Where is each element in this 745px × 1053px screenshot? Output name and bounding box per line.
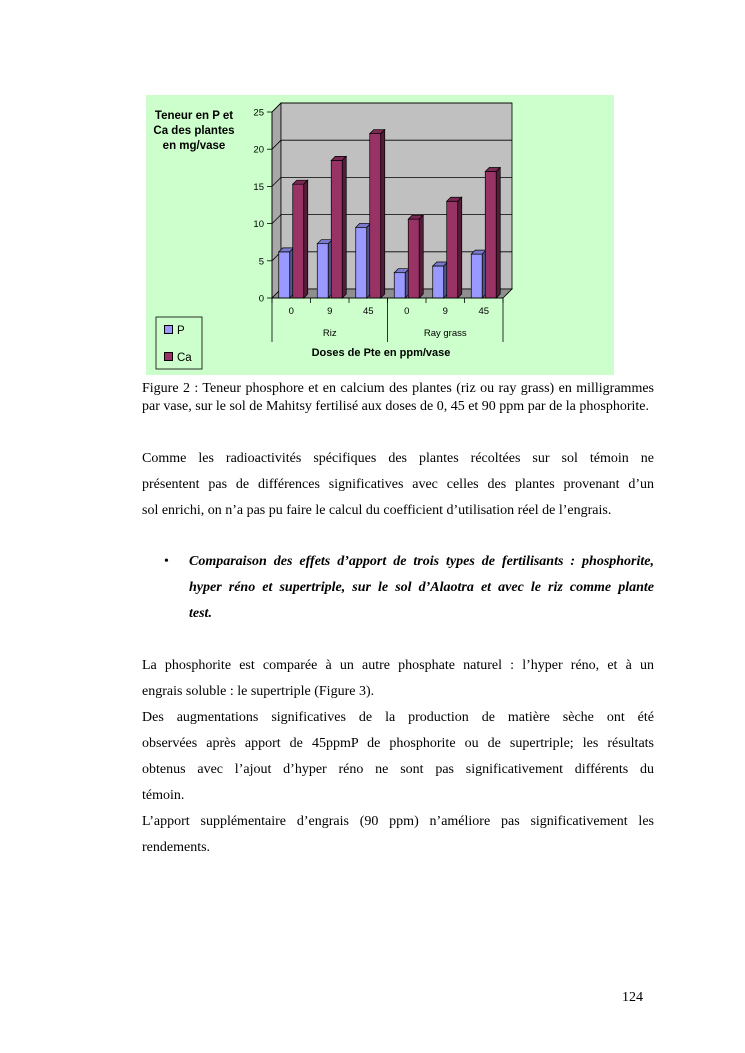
bar-side-ca (419, 215, 423, 298)
group-label: Ray grass (423, 328, 467, 339)
x-tick-label: 0 (288, 306, 294, 317)
bar-p (317, 244, 328, 298)
y-tick-label: 10 (253, 219, 264, 231)
bullet-line: Comparaison des effets d’apport de trois types de fertilisants : phosphorite, (189, 554, 654, 569)
bullet-line: test. (189, 606, 212, 621)
x-tick-label: 0 (404, 306, 410, 317)
legend-label-p: P (177, 325, 185, 337)
bullet-symbol: • (164, 554, 169, 569)
legend (156, 317, 214, 369)
page-number: 124 (622, 990, 643, 1005)
paragraph-line: Des augmentations significatives de la production de matière sèche ont été (142, 710, 654, 725)
paragraph-line: obtenus avec l’ajout d’hyper réno ne sont pas significativement différents du (142, 762, 654, 777)
bar-ca (485, 172, 496, 298)
paragraph-line: engrais soluble : le supertriple (Figure 3). (142, 684, 375, 699)
group-label: Riz (322, 328, 337, 339)
paragraph-line: observées après apport de 45ppmP de phosphorite ou de supertriple; les résultats (142, 736, 654, 751)
x-tick-label: 9 (327, 306, 333, 317)
bar-ca (447, 201, 458, 298)
bar-ca (370, 134, 381, 298)
bar-p (279, 252, 290, 298)
legend-swatch-ca (164, 352, 173, 361)
figure-caption: Figure 2 : Teneur phosphore et en calcium des plantes (riz ou ray grass) en milligrammes par vase, sur le sol de Mahitsy fertilisé aux doses de 0, 45 et 90 ppm par de la phosphorite. (142, 381, 654, 414)
paragraph-line: présentent pas de différences significatives avec celles des plantes provenant d’un (142, 477, 654, 492)
paragraph-2 (142, 653, 654, 861)
legend-item-p (164, 324, 185, 338)
bar-p (471, 254, 482, 298)
y-tick-label: 15 (253, 181, 264, 193)
bar-ca (331, 160, 342, 298)
bar-side-ca (458, 197, 462, 298)
y-tick-label: 5 (258, 256, 264, 268)
y-tick-label: 0 (258, 293, 264, 305)
bullet-line: hyper réno et supertriple, sur le sol d’Alaotra et avec le riz comme plante (189, 580, 654, 595)
y-tick-label: 25 (253, 107, 264, 119)
x-axis-title: Doses de Pte en ppm/vase (311, 347, 451, 359)
bar-p (394, 273, 405, 298)
bar-p (356, 227, 367, 298)
paragraph-line: L’apport supplémentaire d’engrais (90 ppm) n’améliore pas significativement les (142, 814, 654, 829)
bar-p (433, 266, 444, 298)
paragraph-line: La phosphorite est comparée à un autre phosphate naturel : l’hyper réno, et à un (142, 658, 654, 673)
legend-label-ca: Ca (177, 352, 192, 364)
bar-side-ca (304, 180, 308, 298)
legend-item-ca (164, 351, 192, 365)
bullet-heading (189, 549, 654, 627)
x-tick-label: 45 (362, 306, 374, 317)
bar-side-ca (496, 168, 500, 298)
bar-side-ca (381, 130, 385, 298)
paragraph-1 (142, 446, 654, 524)
paragraph-line: rendements. (142, 840, 211, 855)
bar-side-ca (342, 156, 346, 298)
x-tick-label: 45 (478, 306, 490, 317)
chart (146, 95, 614, 375)
bar-ca (408, 219, 419, 298)
legend-swatch-p (164, 325, 173, 334)
y-axis-title: Teneur en P et Ca des plantes en mg/vase (153, 110, 235, 152)
paragraph-line: sol enrichi, on n’a pas pu faire le calcul du coefficient d’utilisation réel de l’engrais. (142, 503, 612, 518)
paragraph-line: Comme les radioactivités spécifiques des plantes récoltées sur sol témoin ne (142, 451, 654, 466)
bar-ca (293, 184, 304, 298)
x-tick-label: 9 (442, 306, 448, 317)
paragraph-line: témoin. (142, 788, 185, 803)
y-tick-label: 20 (253, 144, 264, 156)
